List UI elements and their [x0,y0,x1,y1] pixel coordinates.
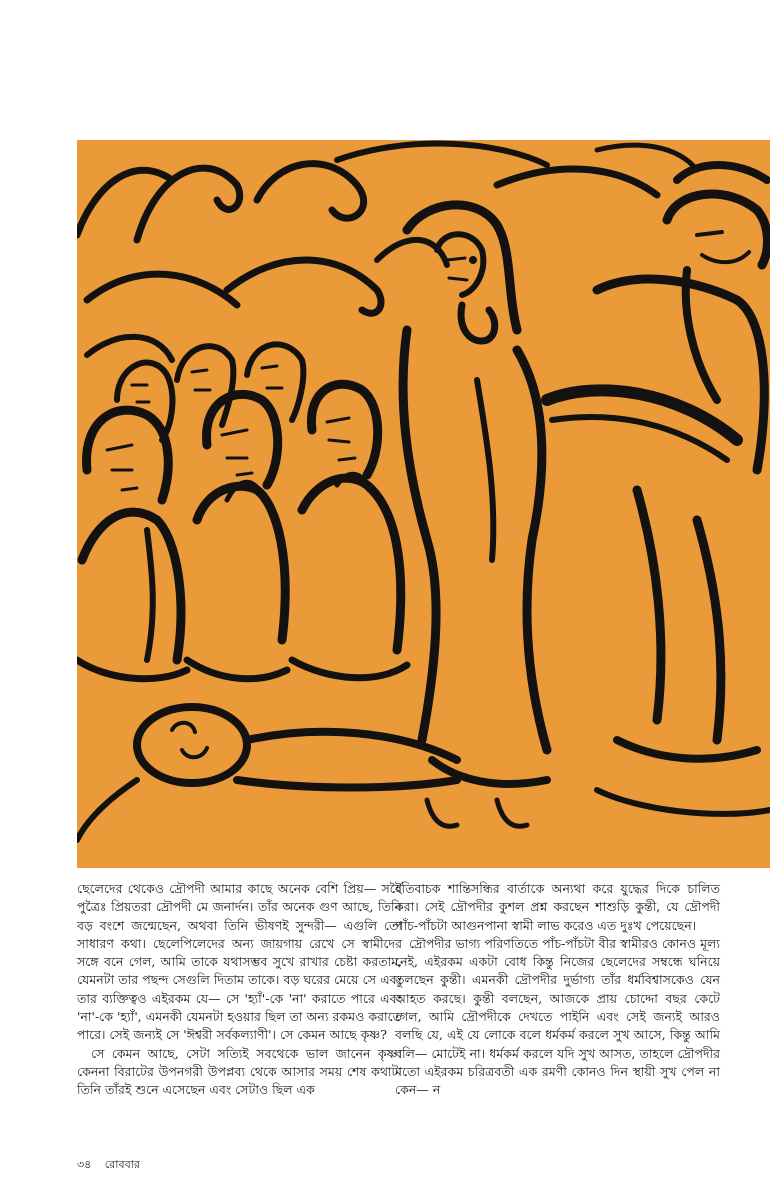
magazine-name: রোববার [104,1158,140,1171]
paragraph: ছেলেদের থেকেও দ্রৌপদী আমার কাছে অনেক বেশি প্রিয়— সর্বৈ পুত্রৈঃ প্রিয়তরা দ্রৌপদী মে জনার্দন। তাঁর অনেক গুণ আছে, তিনি বড় বংশে জন্মেছেন, অথবা তিনি ভীষণই সুন্দরী— এগুলি তো সাধারণ কথা। ছেলেপিলেদের অন্য জায়গায় রেখে সে স্বামীদের সঙ্গে বনে গেল, আমি তাকে যথাসম্ভব সুখে রাখার চেষ্টা করতাম, যেমনটা তার পছন্দ সেগুলি দিতাম তাকে। বড় ঘরের মেয়ে সে এবং তার ব্যক্তিত্বও এইরকম যে— সে 'হ্যাঁ'-কে 'না' করাতে পারে এবং 'না'-কে 'হ্যাঁ', এমনকী যেমনটা হওয়ার ছিল তা অন্য রকমও করাতে পারে। সেই জন্যই সে 'ঈশ্বরী সর্বকল্যাণী'। সে কেমন আছে কৃষ্ণ? [77,881,402,1043]
paragraph: দ্রৌপদীর ভাগ্য পরিণতিতে পাঁচ-পাঁচটা বীর স্বামীরও কোনও মূল্য নেই, এইরকম একটা বোধ কিন্তু নিজের ছেলেদের সম্বন্ধে ঘনিয়ে তুলছেন কুন্তী। এমনকী দ্রৌপদীর দুর্ভাগ্য তাঁর ধর্মবিশ্বাসকেও যেন আহত করছে। কুন্তী বলছেন, আজকে প্রায় চোদ্দো বছর কেটে গেল, আমি দ্রৌপদীকে দেখতে পাইনি এবং সেই জন্যই আরও বলছি যে, এই যে লোকে বলে ধর্মকর্ম করলে সুখ আসে, কিন্তু আমি বলি— মোটেই না। ধর্মকর্ম করলে যদি সুখ আসত, তাহলে দ্রৌপদীর মতো এইরকম চরিত্রবতী এক রমণী কোনও দিন স্থায়ী সুখ পেল না কেন— ন [395,935,720,1098]
paragraph: সে কেমন আছে, সেটা সত্যিই সবথেকে ভাল জানেন কৃষ্ণ। কেননা বিরাটের উপনগরী উপপ্লব্য থেকে আসার সময় শেষ কথাটা তিনি তাঁরই শুনে এসেছেন এবং সেটাও ছিল এক [77,1045,402,1098]
illustration-artwork [77,140,770,868]
illustration [77,140,770,868]
page-footer [77,1156,140,1175]
article-left-column [77,880,402,1100]
article-right-column [395,880,720,1100]
page-number: ৩৪ [77,1158,92,1171]
paragraph: ইতিবাচক শান্তিসন্ধির বার্তাকে অন্যথা করে যুদ্ধের দিকে চালিত করা। সেই দ্রৌপদীর কুশল প্রশ্ন করছেন শাশুড়ি কুন্তী, যে দ্রৌপদী পাঁচ-পাঁচটা আগুনপানা স্বামী লাভ করেও এত দুঃখ পেয়েছেন। [395,881,720,933]
